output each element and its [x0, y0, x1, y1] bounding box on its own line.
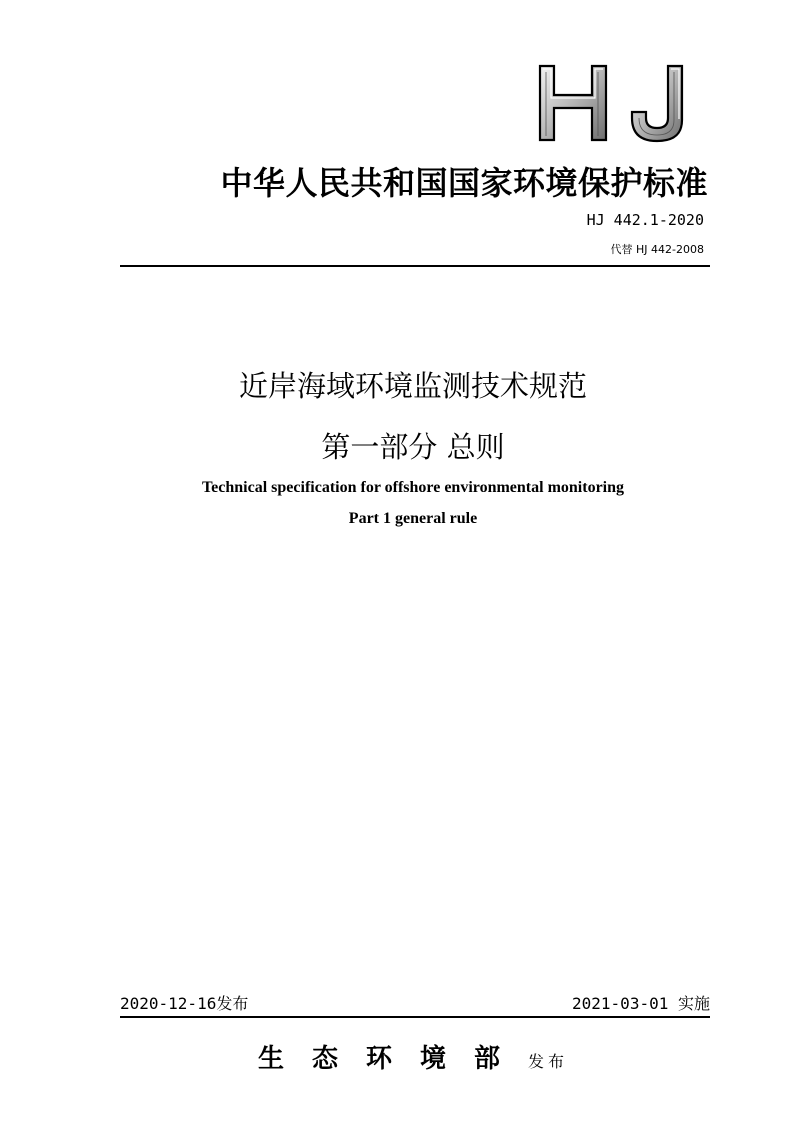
issuer-name: 生态环境部 [257, 1044, 528, 1074]
document-subtitle-en: Part 1 general rule [348, 510, 478, 527]
standard-title: 中华人民共和国国家环境保护标准 [220, 164, 708, 202]
logo-letter-j [632, 66, 682, 141]
date-row [120, 991, 710, 1013]
hj-logo [536, 62, 688, 144]
effective-date: 2021-03-01 [572, 994, 669, 1013]
release-date-group [120, 991, 248, 1014]
effective-date-group [572, 991, 710, 1014]
replaces-code: 代替 HJ 442-2008 [610, 243, 704, 256]
release-date: 2020-12-16 [120, 994, 217, 1013]
standard-code: HJ 442.1-2020 [586, 211, 704, 229]
logo-letter-h [540, 66, 606, 140]
document-subtitle-cn: 第一部分 总则 [321, 430, 505, 464]
issuer-row [0, 1038, 800, 1075]
release-label: 发布 [216, 994, 249, 1013]
document-title-en: Technical specification for offshore environmental monitoring [201, 479, 625, 496]
document-title-cn: 近岸海域环境监测技术规范 [238, 369, 587, 403]
effective-label: 实施 [677, 994, 710, 1013]
bottom-divider [120, 1016, 710, 1018]
issuer-suffix: 发布 [528, 1052, 569, 1071]
top-divider [120, 265, 710, 267]
